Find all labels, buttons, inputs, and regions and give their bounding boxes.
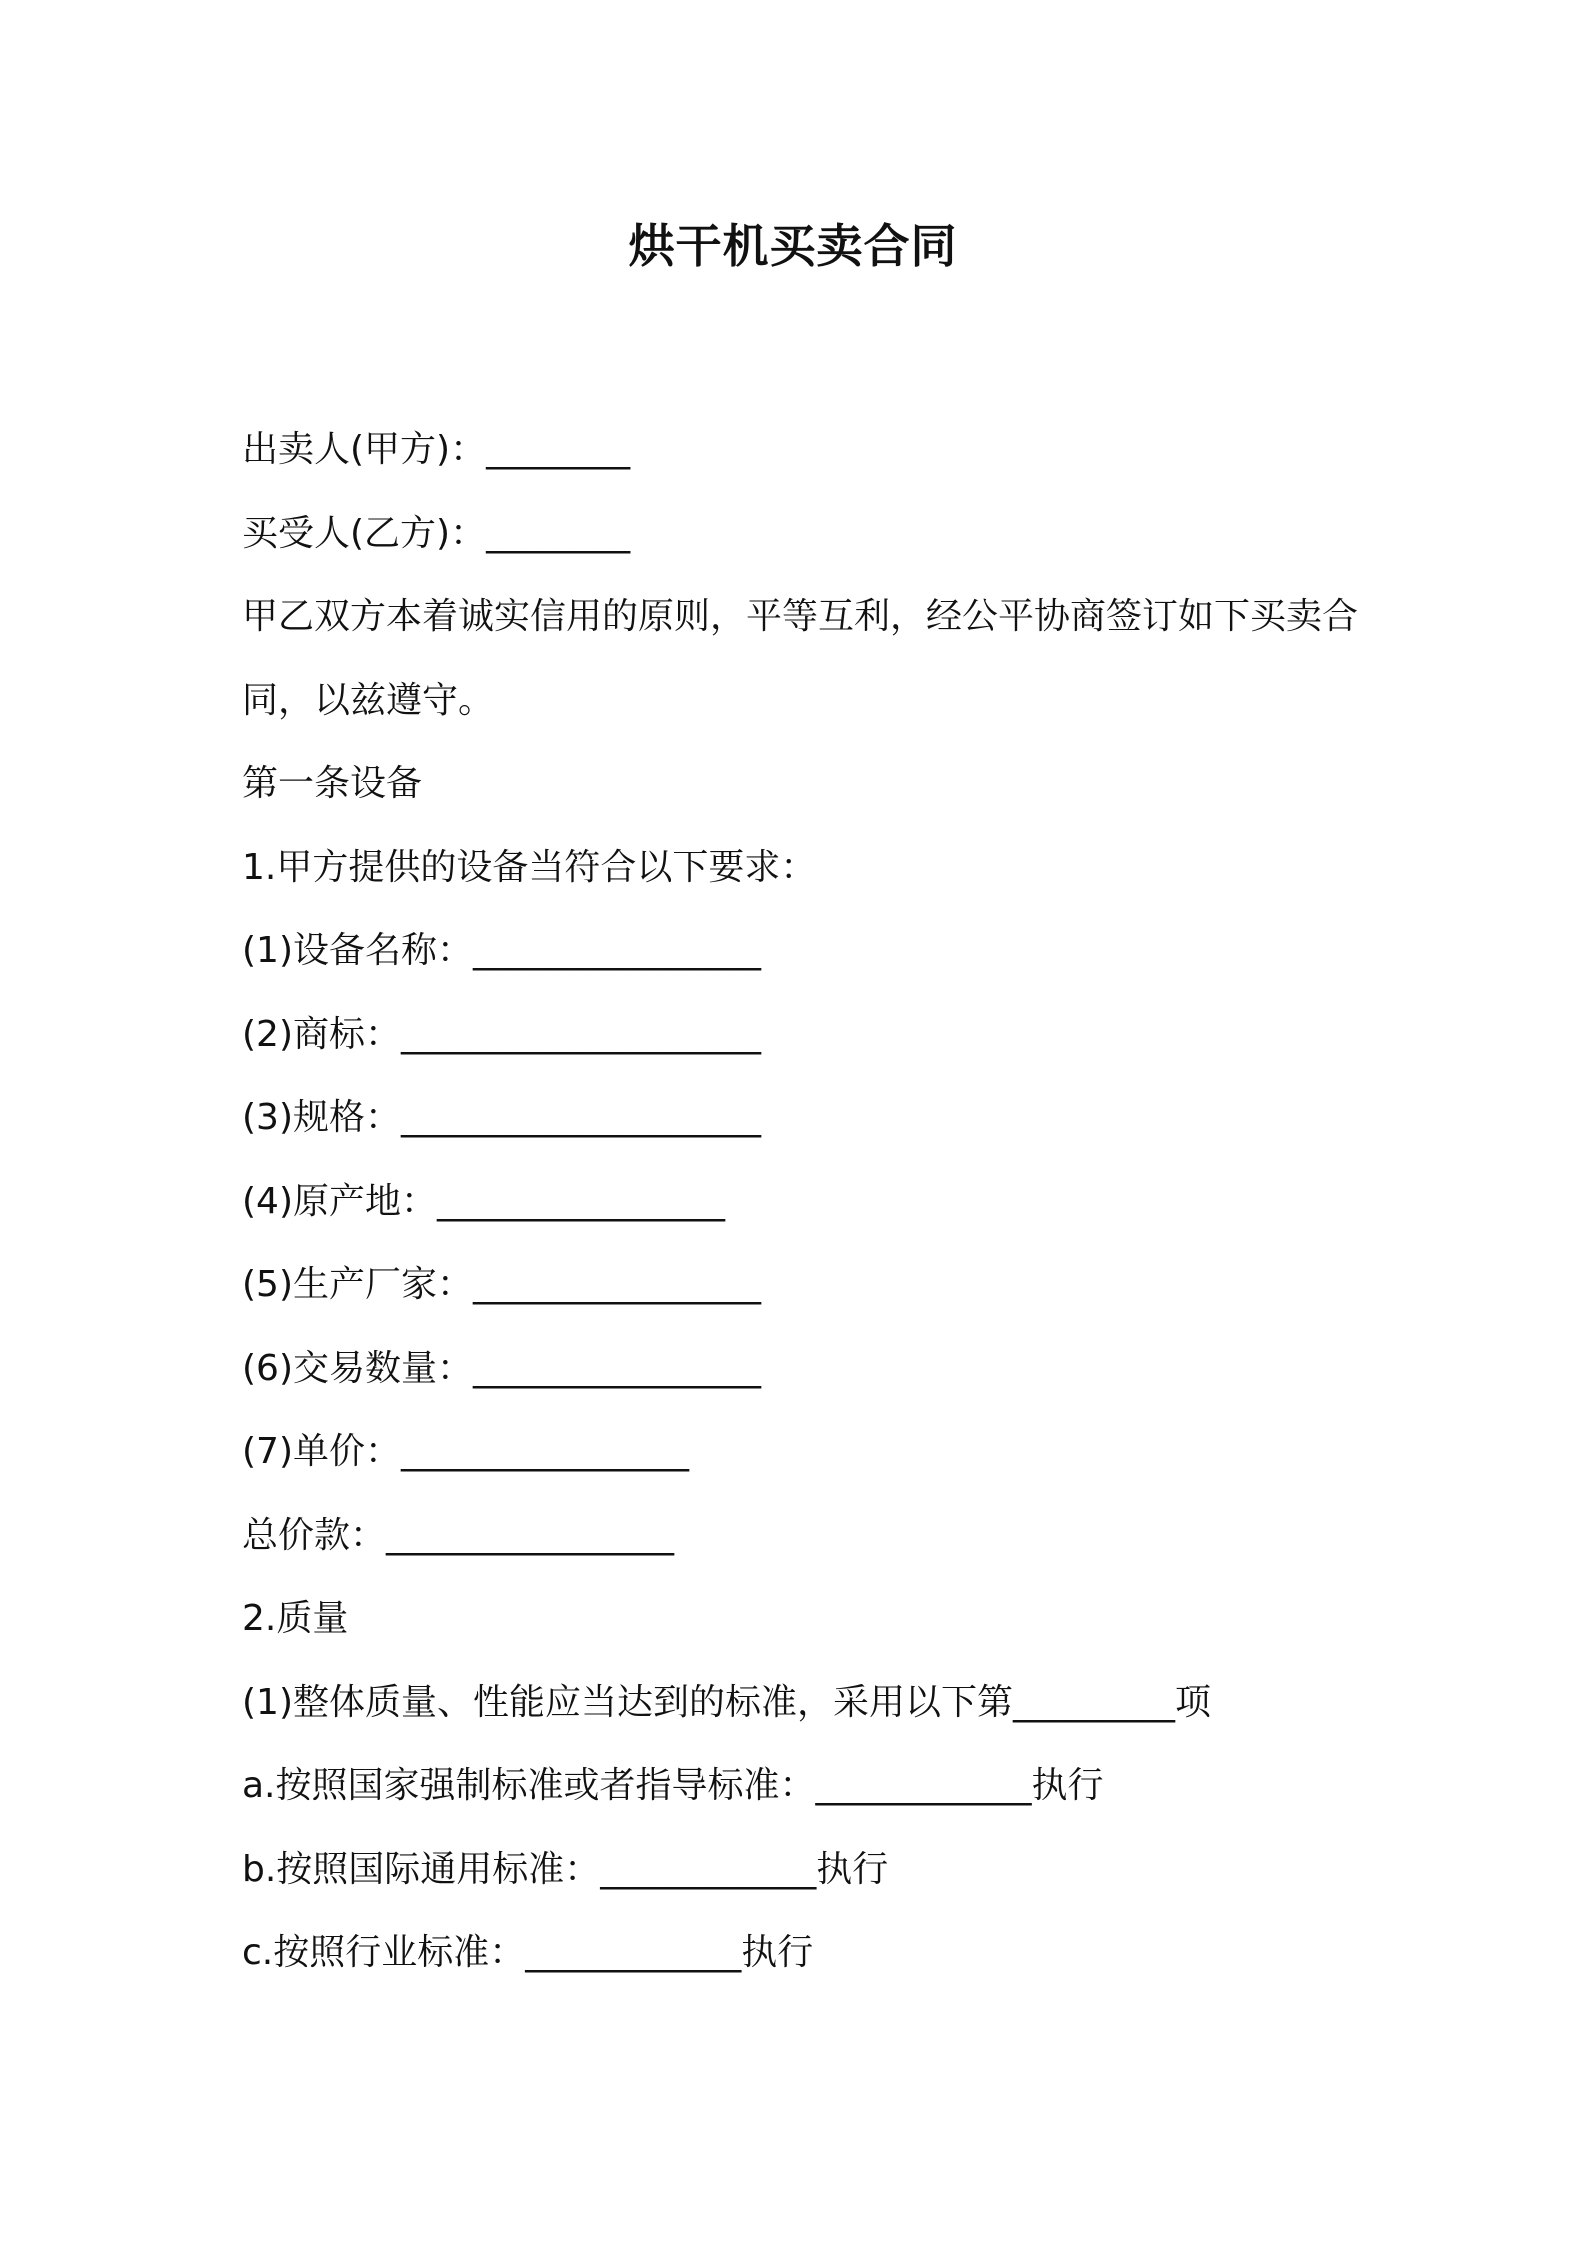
document-title: 烘干机买卖合同 <box>628 219 958 273</box>
origin-line: (4)原产地：________________ <box>242 1180 725 1222</box>
industry-standard-line: c.按照行业标准：____________执行 <box>242 1932 814 1973</box>
specification-line: (3)规格：____________________ <box>242 1097 761 1138</box>
quality-heading: 2.质量 <box>242 1598 349 1639</box>
unit-price-line: (7)单价：________________ <box>242 1431 689 1472</box>
buyer-line: 买受人(乙方)：________ <box>242 512 631 554</box>
national-standard-line: a.按照国家强制标准或者指导标准：____________执行 <box>242 1765 1104 1806</box>
equipment-requirements-line: 1.甲方提供的设备当符合以下要求： <box>242 846 817 888</box>
total-price-line: 总价款：________________ <box>242 1514 675 1556</box>
international-standard-line: b.按照国际通用标准：____________执行 <box>242 1848 889 1890</box>
quality-standard-line: (1)整体质量、性能应当达到的标准，采用以下第_________项 <box>242 1681 1211 1723</box>
seller-line: 出卖人(甲方)：________ <box>242 429 631 470</box>
manufacturer-line: (5)生产厂家：________________ <box>242 1264 761 1305</box>
article-one-heading: 第一条设备 <box>242 763 423 804</box>
contract-body <box>242 408 1362 1995</box>
quantity-line: (6)交易数量：________________ <box>242 1347 761 1389</box>
preamble-paragraph: 甲乙双方本着诚实信用的原则，平等互利，经公平协商签订如下买卖合同，以兹遵守。 <box>242 596 1359 721</box>
trademark-line: (2)商标：____________________ <box>242 1013 761 1055</box>
equipment-name-line: (1)设备名称：________________ <box>242 930 761 971</box>
